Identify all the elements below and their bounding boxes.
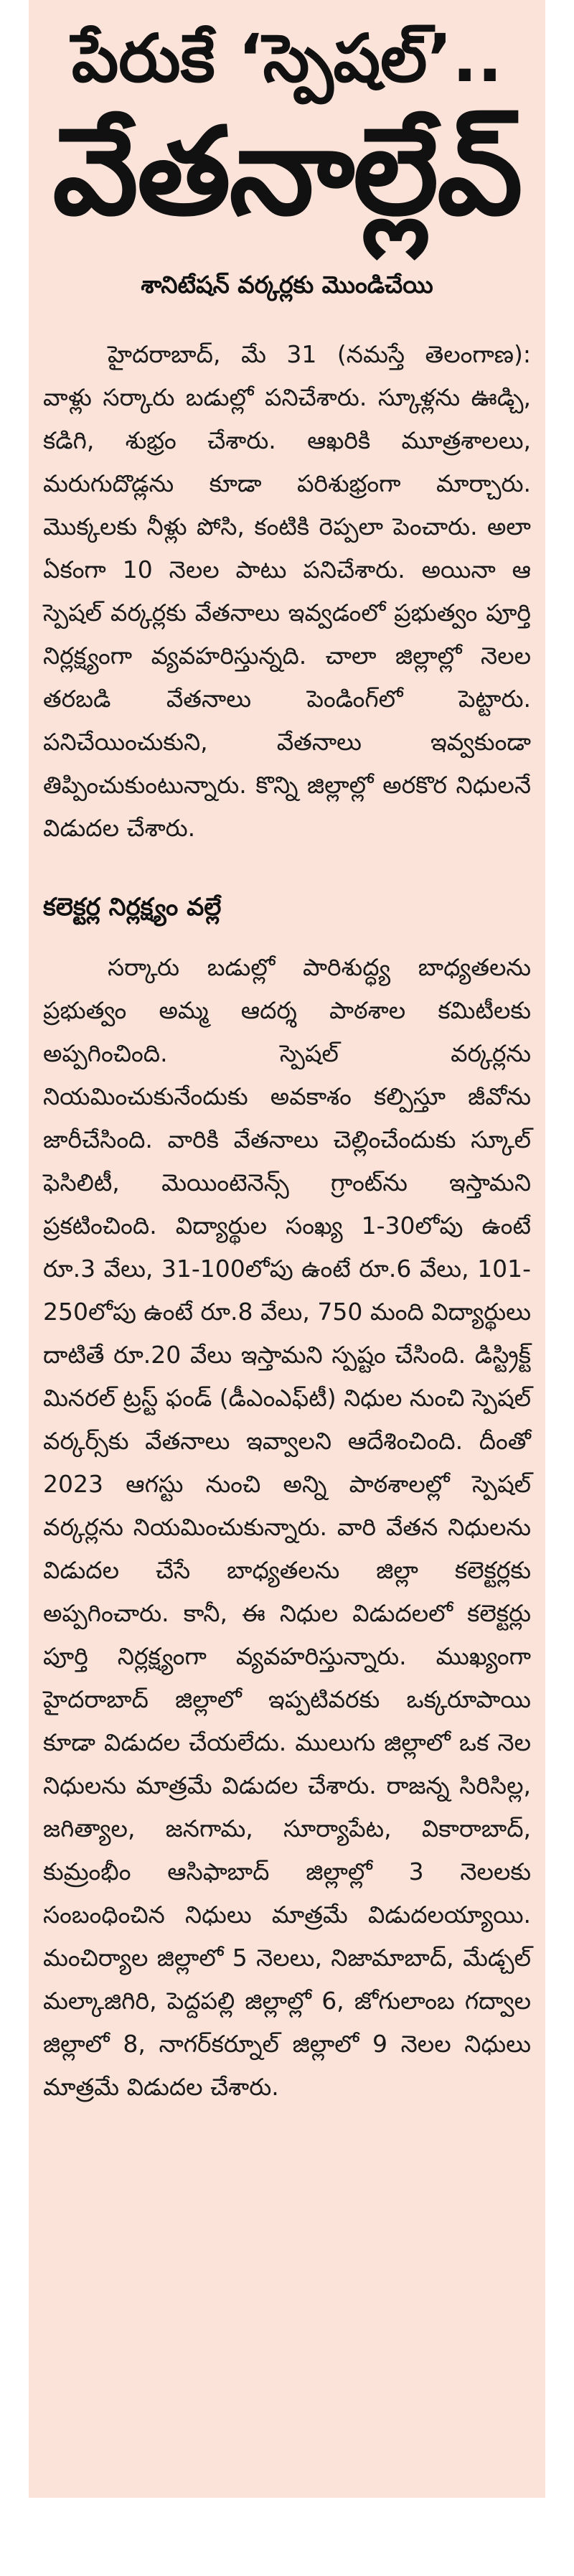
subheadline: శానిటేషన్ వర్కర్లకు మొండిచేయి — [141, 271, 433, 299]
article-paragraph-2: సర్కారు బడుల్లో పారిశుద్ధ్య బాధ్యతలను ప్రభుత్వం అమ్మ ఆదర్శ పాఠశాల కమిటీలకు అప్పగించింది. స్పెషల్ వర్కర్లను నియమించుకునేందుకు అవకాశం కల్పిస్తూ జీవోను జారీచేసింది. వారికి వేతనాలు చెల్లించేందుకు స్కూల్ ఫెసిలిటీ, మెయింటెనెన్స్ గ్రాంట్‌ను ఇస్తామని ప్రకటించింది. విద్యార్థుల సంఖ్య 1-30లోపు ఉంటే రూ.3 వేలు, 31-100లోపు ఉంటే రూ.6 వేలు, 101-250లోపు ఉంటే రూ.8 వేలు, 750 మంది విద్యార్థులు దాటితే రూ.20 వేలు ఇస్తామని స్పష్టం చేసింది. డిస్ట్రిక్ట్ మినరల్ ట్రస్ట్ ఫండ్ (డీఎంఎఫ్‌టీ) నిధుల నుంచి స్పెషల్ వర్కర్స్‌కు వేతనాలు ఇవ్వాలని ఆదేశించింది. దీంతో 2023 ఆగస్టు నుంచి అన్ని పాఠశాలల్లో స్పెషల్ వర్కర్లను నియమించుకున్నారు. వారి వేతన నిధులను విడుదల చేసే బాధ్యతలను జిల్లా కలెక్టర్లకు అప్పగించారు. కానీ, ఈ నిధుల విడుదలలో కలెక్టర్లు పూర్తి నిర్లక్ష్యంగా వ్యవహరిస్తున్నారు. ముఖ్యంగా హైదరాబాద్ జిల్లాలో ఇప్పటివరకు ఒక్కరూపాయి కూడా విడుదల చేయలేదు. ములుగు జిల్లాలో ఒక నెల నిధులను మాత్రమే విడుదల చేశారు. రాజన్న సిరిసిల్ల, జగిత్యాల, జనగామ, సూర్యాపేట, వికారాబాద్, కుమ్రంభీం ఆసిఫాబాద్ జిల్లాల్లో 3 నెలలకు సంబంధించిన నిధులు మాత్రమే విడుదలయ్యాయి. మంచిర్యాల జిల్లాలో 5 నెలలు, నిజామాబాద్, మేడ్చల్ మల్కాజిగిరి, పెద్దపల్లి జిల్లాల్లో 6, జోగులాంబ గద్వాల జిల్లాలో 8, నాగర్‌కర్నూల్ జిల్లాలో 9 నెలల నిధులు మాత్రమే విడుదల చేశారు. — [43, 953, 531, 2102]
article-paragraph-1: హైదరాబాద్, మే 31 (నమస్తే తెలంగాణ): వాళ్లు సర్కారు బడుల్లో పనిచేశారు. స్కూళ్లను ఊడ్చి, కడిగి, శుభ్రం చేశారు. ఆఖరికి మూత్రశాలలు, మరుగుదొడ్లను కూడా పరిశుభ్రంగా మార్చారు. మొక్కలకు నీళ్లు పోసి, కంటికి రెప్పలా పెంచారు. అలా ఏకంగా 10 నెలల పాటు పనిచేశారు. అయినా ఆ స్పెషల్ వర్కర్లకు వేతనాలు ఇవ్వడంలో ప్రభుత్వం పూర్తి నిర్లక్ష్యంగా వ్యవహరిస్తున్నది. చాలా జిల్లాల్లో నెలల తరబడి వేతనాలు పెండింగ్‌లో పెట్టారు. పనిచేయించుకుని, వేతనాలు ఇవ్వకుండా తిప్పించుకుంటున్నారు. కొన్ని జిల్లాల్లో అరకొర నిధులనే విడుదల చేశారు. — [43, 340, 531, 843]
newspaper-clipping — [29, 0, 545, 2498]
section-heading: కలెక్టర్ల నిర్లక్ష్యం వల్లే — [43, 893, 222, 922]
headline-line-2: వేతనాల్లేవ్ — [52, 101, 522, 243]
headline-line-1: పేరుకే ‘స్పెషల్’.. — [71, 20, 503, 97]
